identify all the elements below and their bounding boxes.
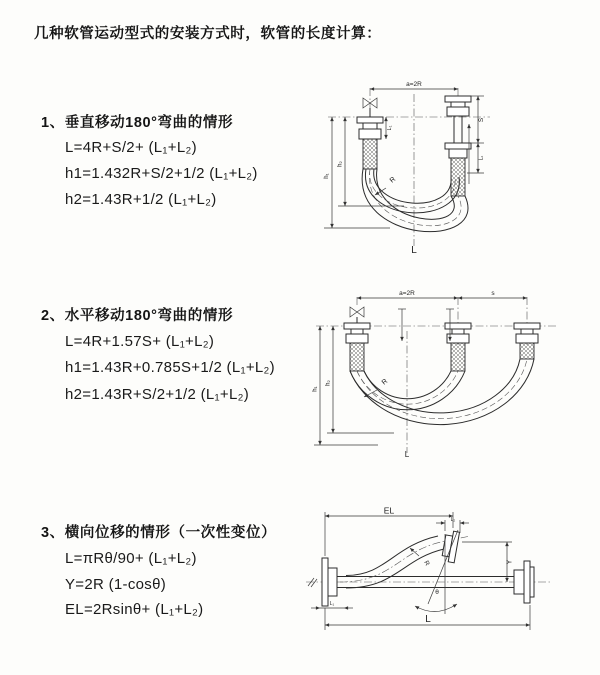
radius-arrow <box>410 548 419 556</box>
dim-label-y: Y <box>506 559 514 565</box>
left-hose-fitting <box>357 117 383 169</box>
left-flange <box>322 558 337 606</box>
dim-label-l2: L₂ <box>478 155 485 161</box>
centerline-break-mark <box>308 578 317 587</box>
section-3-formula-Y: Y=2R (1-cosθ) <box>65 576 167 593</box>
section-2-formula-h2: h2=1.43R+S/2+1/2 (L₁+L₂) <box>65 386 250 403</box>
middle-hose-fitting <box>445 323 471 371</box>
diagram-lateral-displacement <box>298 504 590 640</box>
upper-flange <box>441 530 459 563</box>
hose-u-bend <box>350 359 534 425</box>
page-title: 几种软管运动型式的安装方式时，软管的长度计算： <box>34 26 382 42</box>
dim-label-h2: h₂ <box>337 161 344 167</box>
valve-icon <box>350 307 364 323</box>
dim-label-el: EL <box>383 505 395 516</box>
right-hose-fitting <box>514 323 540 359</box>
dim-label-l1: L₁ <box>329 601 335 607</box>
section-1-formula-h2: h2=1.43R+1/2 (L₁+L₂) <box>65 191 217 208</box>
section-2-formula-h1: h1=1.43R+0.785S+1/2 (L₁+L₂) <box>65 359 275 376</box>
theta-label: θ <box>435 589 439 596</box>
radius-label: R <box>422 559 431 568</box>
radius-arrow <box>375 188 386 195</box>
radius-label: R <box>380 377 390 387</box>
dim-label-l2: L₂ <box>450 517 456 523</box>
section-1-formula-h1: h1=1.432R+S/2+1/2 (L₁+L₂) <box>65 165 258 182</box>
dim-label-a2r: a=2R <box>399 290 415 297</box>
dim-label-h2: h₂ <box>325 380 332 386</box>
dim-label-l1: L₁ <box>387 125 393 131</box>
dim-label-h1: h₁ <box>312 386 319 392</box>
dim-label-a2r: a=2R <box>406 81 422 88</box>
dim-label-h1: h₁ <box>324 173 330 179</box>
diagram-vertical-180-bend <box>312 76 578 256</box>
length-label: L <box>404 450 410 459</box>
dim-label-s: s <box>491 290 495 297</box>
length-label: L <box>411 245 417 256</box>
left-hose-fitting <box>344 323 370 371</box>
section-3-formula-L: L=πRθ/90+ (L₁+L₂) <box>65 550 197 567</box>
right-flange <box>514 561 534 603</box>
section-1-heading: 1、垂直移动180°弯曲的情形 <box>41 115 234 131</box>
section-2-formula-L: L=4R+1.57S+ (L₁+L₂) <box>65 333 215 350</box>
section-2-heading: 2、水平移动180°弯曲的情形 <box>41 308 234 324</box>
section-3-formula-EL: EL=2Rsinθ+ (L₁+L₂) <box>65 601 204 618</box>
section-1-formula-L: L=4R+S/2+ (L₁+L₂) <box>65 139 197 156</box>
braided-hose-section <box>363 139 377 169</box>
section-3-heading: 3、横向位移的情形（一次性变位） <box>41 525 277 541</box>
radius-label: R <box>388 175 398 185</box>
diagram-horizontal-180-bend <box>306 287 588 459</box>
dim-label-s: S <box>478 117 485 123</box>
right-hose-fitting <box>445 96 471 196</box>
dim-label-l: L <box>425 614 431 625</box>
